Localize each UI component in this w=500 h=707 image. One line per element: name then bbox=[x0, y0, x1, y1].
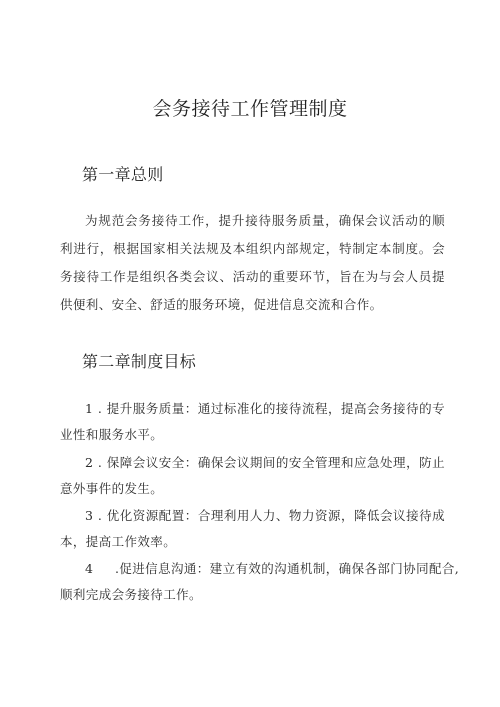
goal-item-2: 2 . 保障会议安全：确保会议期间的安全管理和应急处理，防止意外事件的发生。 bbox=[60, 455, 445, 496]
goal-item-4-continuation: 顺利完成会务接待工作。 bbox=[60, 587, 202, 602]
goal-item-4-number: 4 bbox=[85, 561, 94, 576]
goal-item-1: 1 . 提升服务质量：通过标准化的接待流程，提高会务接待的专业性和服务水平。 bbox=[60, 401, 445, 442]
chapter-2-heading: 第二章制度目标 bbox=[82, 352, 197, 371]
goal-item-4 bbox=[85, 556, 460, 582]
goal-item-4-text: .促进信息沟通：建立有效的沟通机制，确保各部门协同配合, bbox=[115, 561, 460, 576]
chapter-1-paragraph: 为规范会务接待工作，提升接待服务质量，确保会议活动的顺利进行，根据国家相关法规及本组织内部规定，特制定本制度。会务接待工作是组织各类会议、活动的重要环节，旨在为与会人员提供便利、安全、舒适的服务环境，促进信息交流和合作。 bbox=[60, 213, 445, 312]
goal-item-3: 3 . 优化资源配置：合理利用人力、物力资源，降低会议接待成本，提高工作效率。 bbox=[60, 508, 445, 549]
chapter-1-heading: 第一章总则 bbox=[82, 165, 164, 184]
document-title: 会务接待工作管理制度 bbox=[152, 98, 348, 120]
